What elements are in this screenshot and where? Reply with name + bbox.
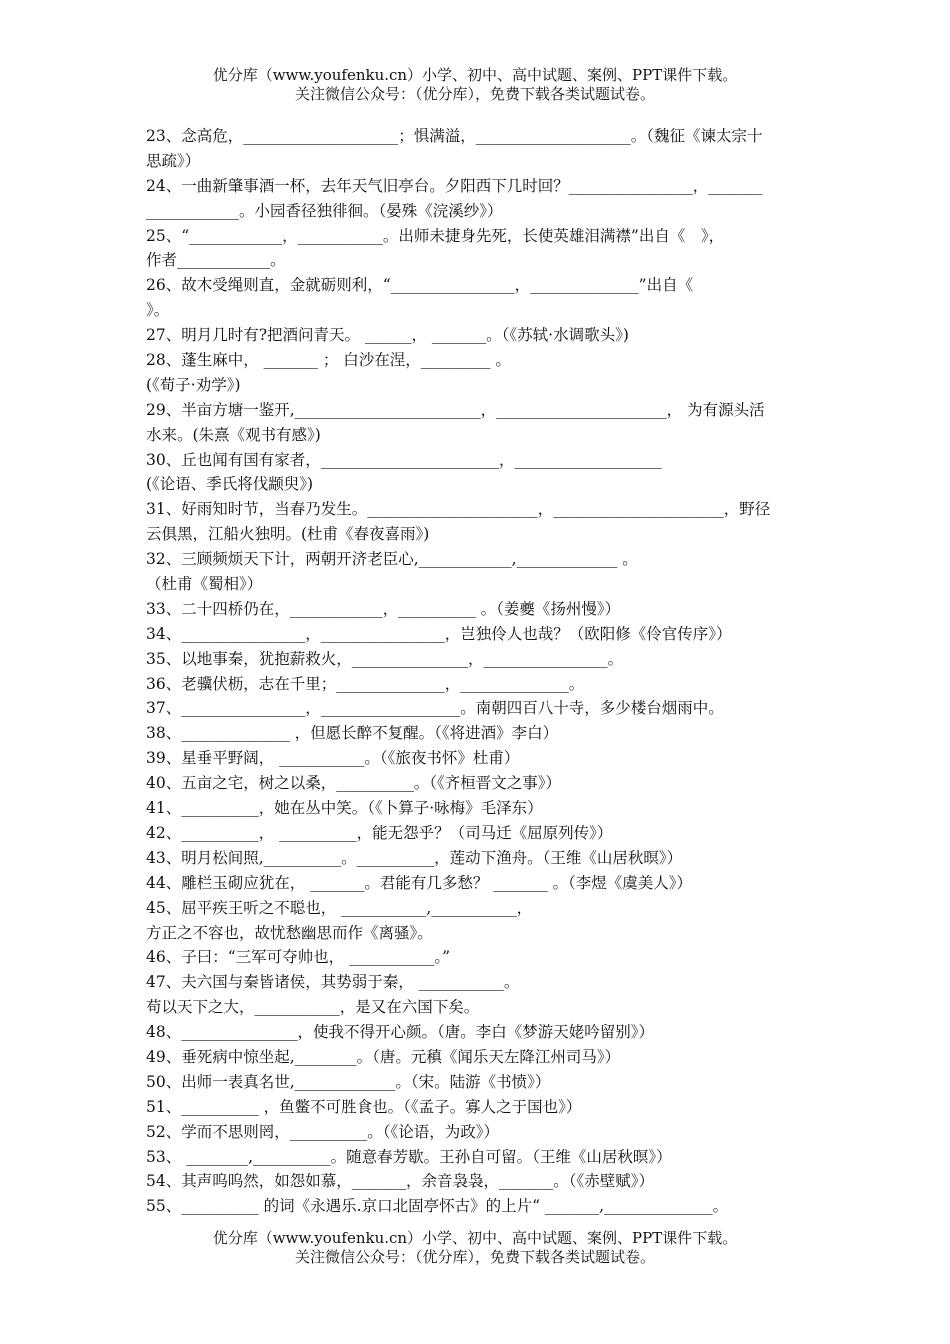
text-line: 52、学而不思则罔，__________。（《论语，为政》） xyxy=(146,1122,499,1141)
text-line: 51、__________ ，鱼鳖不可胜食也。（《孟子。寡人之于国也》） xyxy=(146,1097,582,1116)
text-line: 39、星垂平野阔， ___________。（《旅夜书怀》杜甫） xyxy=(146,749,520,768)
footer-line-2: 关注微信公众号：（优分库），免费下载各类试题试卷。 xyxy=(294,1248,655,1266)
page-header xyxy=(0,66,950,104)
text-line: 45、屈平疾王听之不聪也， ___________,___________， xyxy=(146,898,533,917)
text-line: 26、故木受绳则直，金就砺则利，“________________，______________”出自《 xyxy=(146,276,694,295)
text-line: 33、二十四桥仍在，____________，__________ 。（姜夔《扬州慢》） xyxy=(146,599,621,618)
text-line: 35、以地事秦，犹抱薪救火，_______________，________________。 xyxy=(146,649,623,668)
footer-line-1: 优分库（www.youfenku.cn）小学、初中、高中试题、案例、PPT课件下载。 xyxy=(212,1229,738,1247)
text-line: 27、明月几时有?把酒问青天。 ______， _______。（《苏轼·水调歌头》) xyxy=(146,326,629,345)
text-line: 水来。(朱熹《观书有感》) xyxy=(146,425,321,444)
text-line: 36、老骥伏枥，志在千里；______________，______________。 xyxy=(146,674,585,693)
text-line: （杜甫《蜀相》） xyxy=(146,575,263,594)
text-line: 思疏》） xyxy=(146,151,201,170)
text-line: 30、丘也闻有国有家者，_______________________，___________________ xyxy=(146,450,662,469)
text-line: (《荀子·劝学》) xyxy=(146,375,241,394)
text-line: 43、明月松间照,__________。__________，莲动下渔舟。（王维《山居秋暝》） xyxy=(146,848,683,867)
text-line: (《论语、季氏将伐颛臾》) xyxy=(146,475,314,494)
text-line: 方正之不容也，故忧愁幽思而作《离骚》。 xyxy=(146,923,433,942)
text-line: 50、出师一表真名世,_____________。（宋。陆游《书愤》） xyxy=(146,1072,551,1091)
text-line: 47、夫六国与秦皆诸侯，其势弱于秦， ___________。 xyxy=(146,973,520,992)
text-line: 作者____________。 xyxy=(146,251,286,270)
text-line: 41、__________，她在丛中笑。（《卜算子·咏梅》毛泽东） xyxy=(146,799,543,818)
text-line: 38、______________ ，但愿长醉不复醒。（《将进酒》李白） xyxy=(146,724,559,743)
text-line: 32、三顾频烦天下计，两朝开济老臣心,____________,_____________ 。 xyxy=(146,550,638,569)
question-list xyxy=(146,124,808,1219)
text-line: 24、一曲新肇事酒一杯，去年天气旧亭台。夕阳西下几时回？________________，_______ xyxy=(146,176,763,195)
header-line-2: 关注微信公众号：（优分库），免费下载各类试题试卷。 xyxy=(294,85,655,103)
text-line: 48、_______________，使我不得开心颜。（唐。李白《梦游天姥吟留别》） xyxy=(146,1023,654,1042)
text-line: 49、垂死病中惊坐起,________。（唐。元稹《闻乐天左降江州司马》） xyxy=(146,1047,621,1066)
text-line: 23、念高危，____________________；惧满溢，____________________。（魏征《谏太宗十 xyxy=(146,127,763,145)
page-footer xyxy=(0,1229,950,1267)
text-line: 34、________________，________________，岂独伶人也哉？（欧阳修《伶官传序》） xyxy=(146,624,732,643)
text-line: 55、__________ 的词《永遇乐.京口北固亭怀古》的上片“ _______,______________。 xyxy=(146,1197,729,1216)
text-line: 42、__________， __________，能无怨乎？（司马迁《屈原列传》） xyxy=(146,823,613,842)
text-line: 37、________________，__________________。南朝四百八十寺，多少楼台烟雨中。 xyxy=(146,699,724,718)
text-line: 44、雕栏玉砌应犹在， _______。君能有几多愁？ _______ 。（李煜《虞美人》） xyxy=(146,873,693,892)
text-line: 》。 xyxy=(146,301,170,320)
text-line: 25、“____________，___________。出师未捷身先死，长使英雄泪满襟”出自《 》， xyxy=(146,226,725,245)
text-line: 31、好雨知时节，当春乃发生。______________________，______________________，野径 xyxy=(146,500,771,519)
text-line: 46、子曰：“三军可夺帅也， ___________。” xyxy=(146,948,450,967)
text-line: 28、蓬生麻中， _______ ； 白沙在涅，_________ 。 xyxy=(146,351,511,370)
text-line: 云俱黑，江船火独明。(杜甫《春夜喜雨》) xyxy=(146,525,430,544)
text-line: 54、其声呜呜然，如怨如慕，_______，余音袅袅，_______。（《赤壁赋》） xyxy=(146,1172,654,1191)
text-line: 53、 ________,__________。随意春芳歇。王孙自可留。（王维《山居秋暝》） xyxy=(146,1147,672,1166)
text-line: 29、半亩方塘一鉴开,________________________，______________________， 为有源头活 xyxy=(146,400,765,419)
text-line: ____________。小园香径独徘徊。（晏殊《浣溪纱》） xyxy=(146,201,503,220)
text-line: 苟以天下之大，___________，是又在六国下矣。 xyxy=(146,998,480,1017)
text-line: 40、五亩之宅，树之以桑，__________。（《齐桓晋文之事》） xyxy=(146,774,561,793)
header-line-1: 优分库（www.youfenku.cn）小学、初中、高中试题、案例、PPT课件下载。 xyxy=(212,66,738,84)
